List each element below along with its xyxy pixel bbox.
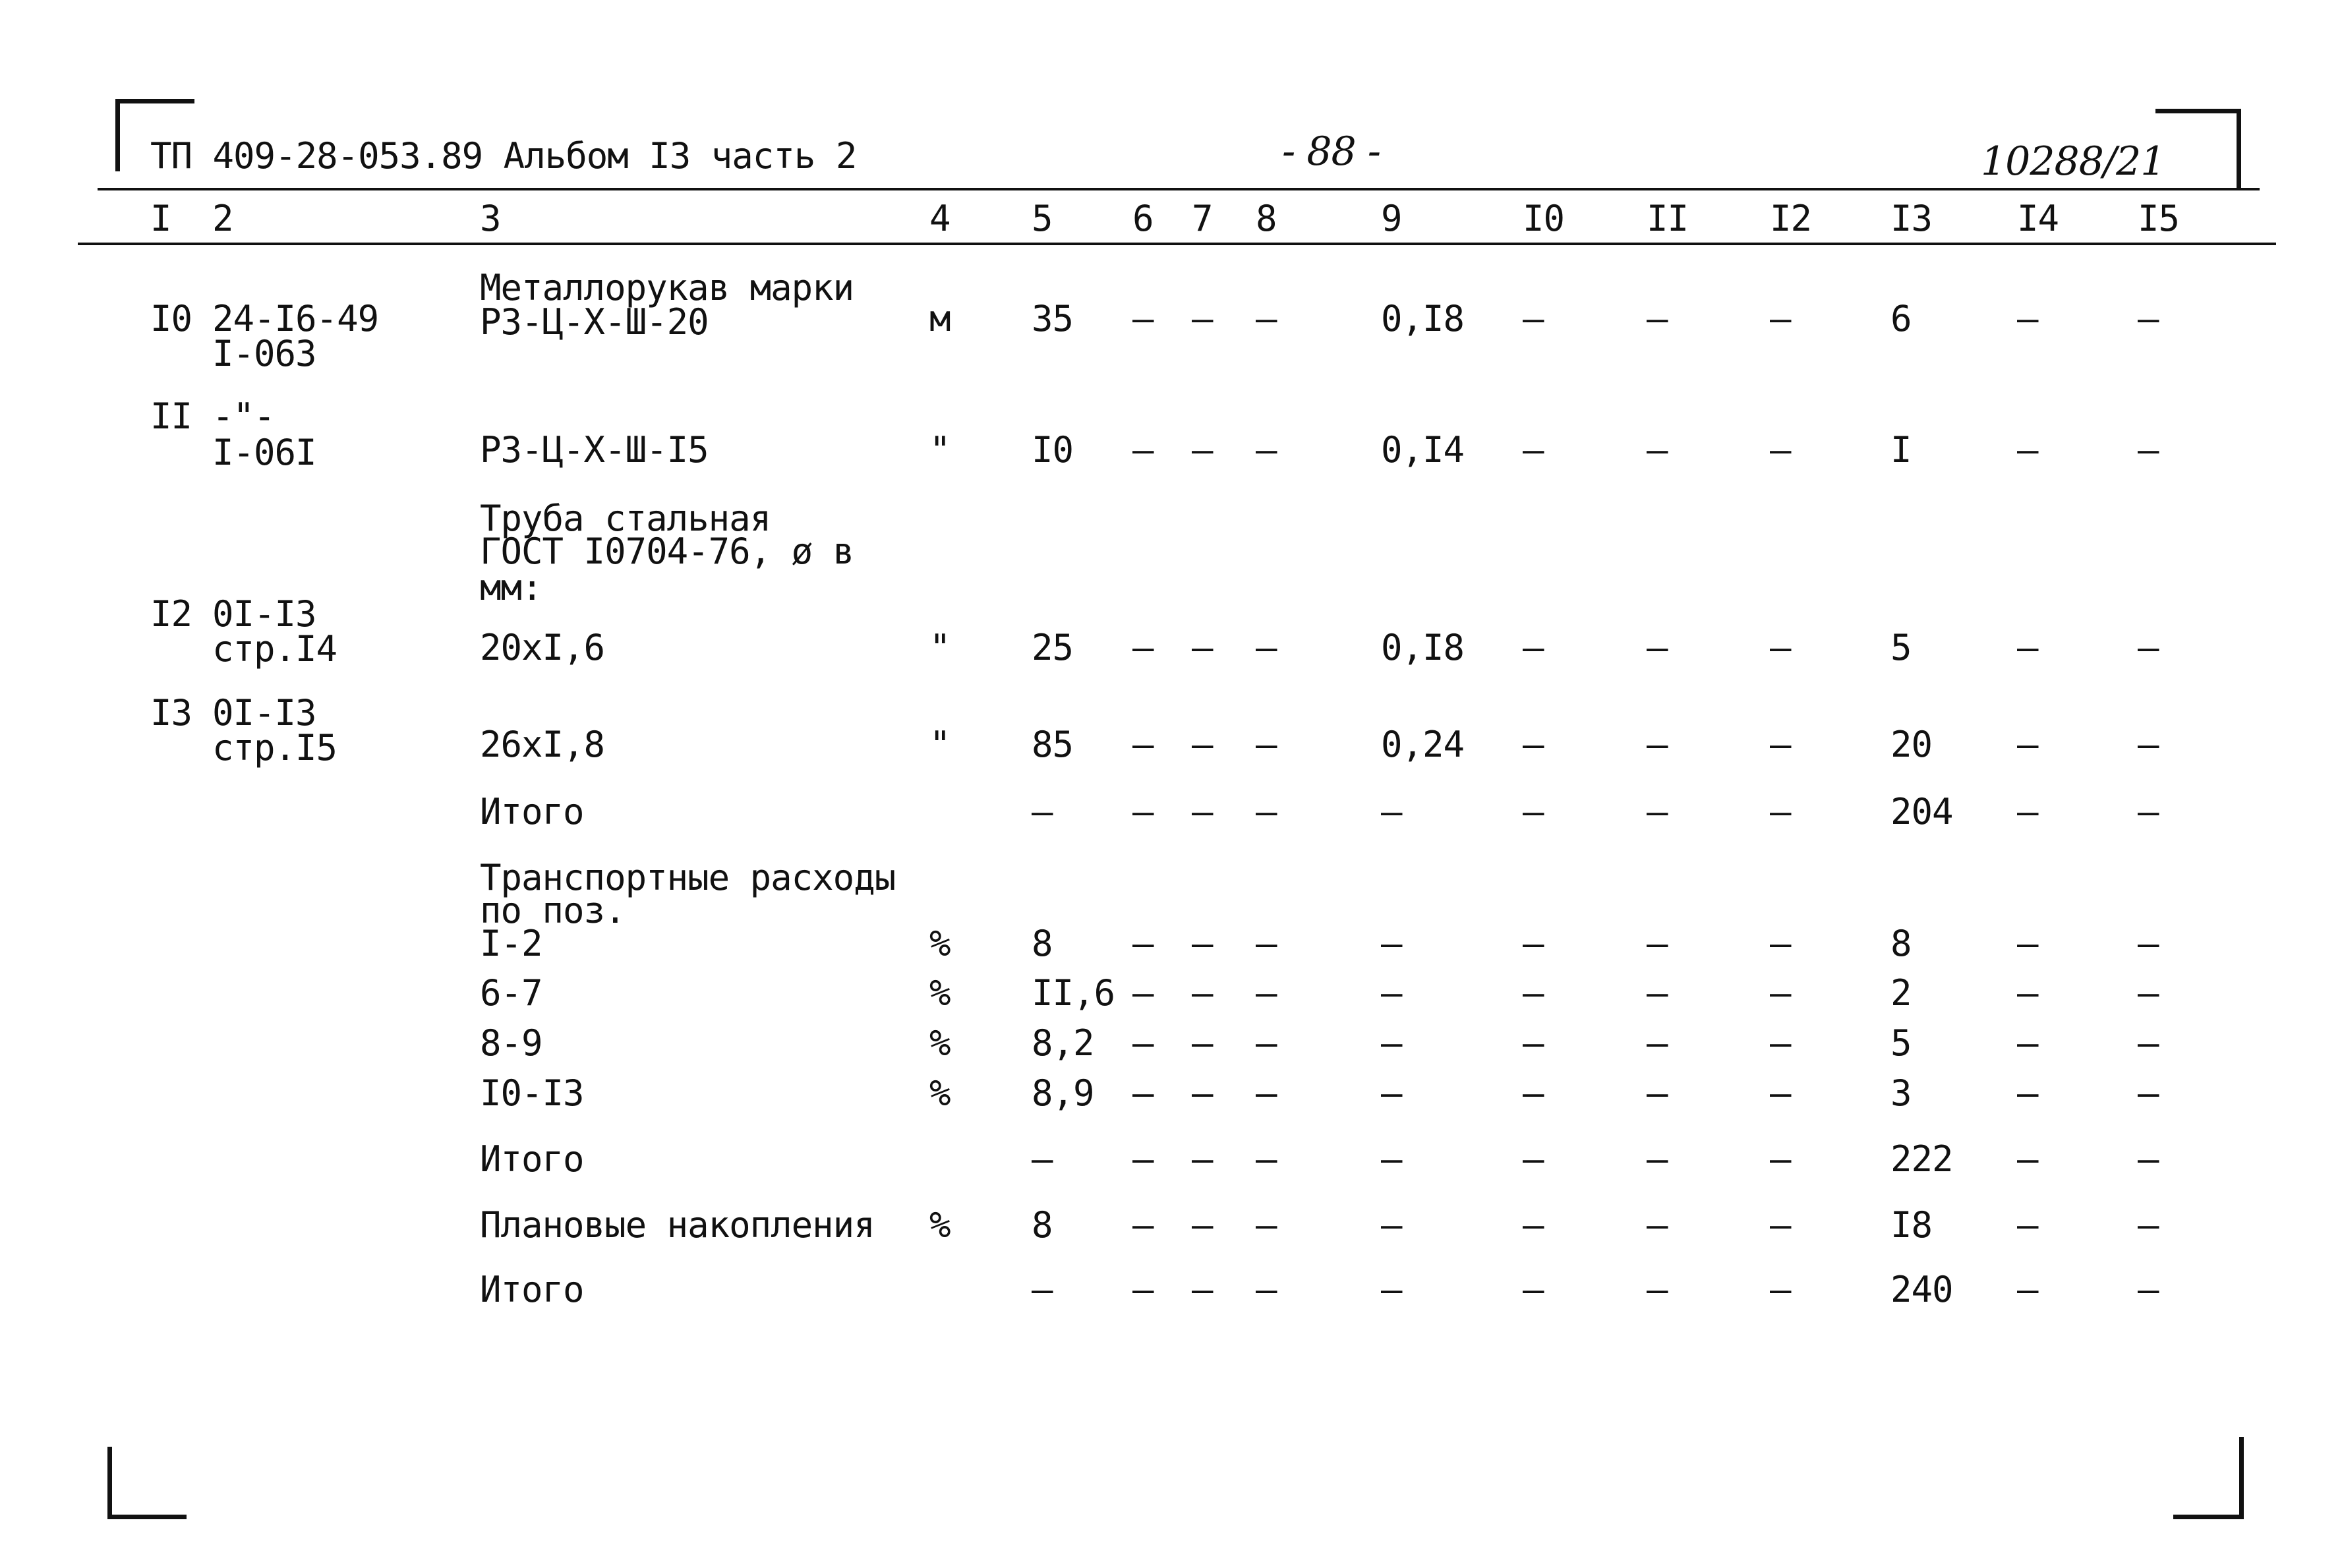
corner-mark-top-left-horizontal (115, 99, 194, 103)
cell-col-6: – (1132, 1022, 1154, 1064)
cell-col-2b: стр.I4 (212, 628, 337, 670)
cell-col-10: – (1523, 1204, 1544, 1246)
column-header-13: I3 (1890, 198, 1933, 239)
cell-col-15: – (2138, 1022, 2159, 1064)
cell-col-8: – (1256, 1269, 1277, 1310)
corner-mark-bottom-right-vertical (2239, 1437, 2244, 1519)
cell-col-9: – (1381, 1204, 1402, 1246)
cell-col-11: – (1647, 1204, 1668, 1246)
sheet-reference: 10288/21 (1981, 138, 2165, 185)
header-rule-top (98, 188, 2260, 190)
cell-col-9: – (1381, 1072, 1402, 1114)
cell-col-3: РЗ-Ц-Х-Ш-I5 (480, 429, 709, 471)
cell-col-15: – (2138, 923, 2159, 964)
cell-col-12: – (1770, 724, 1791, 765)
cell-col-10: – (1523, 1022, 1544, 1064)
cell-col-13: 5 (1890, 627, 1912, 668)
column-header-9: 9 (1381, 198, 1402, 239)
cell-col-7: – (1192, 1022, 1213, 1064)
cell-col-5: 85 (1032, 724, 1074, 765)
cell-col-3: 26хI,8 (480, 724, 605, 765)
header-rule-bottom (78, 243, 2276, 245)
corner-mark-bottom-left-horizontal (107, 1515, 187, 1519)
cell-col-15: – (2138, 429, 2159, 471)
cell-col-4: м (929, 298, 951, 339)
cell-col-14: – (2017, 627, 2038, 668)
cell-col-10: – (1523, 972, 1544, 1014)
cell-col-11: – (1647, 724, 1668, 765)
cell-col-8: – (1256, 972, 1277, 1014)
cell-col-2: 24-I6-49 (212, 298, 379, 339)
cell-col-13: 2 (1890, 972, 1912, 1014)
cell-col-5: 8 (1032, 923, 1053, 964)
cell-col-11: – (1647, 1138, 1668, 1180)
cell-col-10: – (1523, 627, 1544, 668)
cell-col-14: – (2017, 1072, 2038, 1114)
cell-col-7: – (1192, 429, 1213, 471)
cell-col-8: – (1256, 429, 1277, 471)
cell-col-10: – (1523, 1138, 1544, 1180)
cell-col-15: – (2138, 1269, 2159, 1310)
cell-col-10: – (1523, 1269, 1544, 1310)
cell-col-15: – (2138, 972, 2159, 1014)
cell-col-1: II (150, 395, 192, 437)
cell-col-15: – (2138, 1138, 2159, 1180)
column-header-7: 7 (1192, 198, 1213, 239)
column-header-1: I (150, 198, 171, 239)
cell-col-11: – (1647, 791, 1668, 832)
cell-col-15: – (2138, 791, 2159, 832)
column-header-14: I4 (2017, 198, 2059, 239)
cell-col-12: – (1770, 923, 1791, 964)
corner-mark-top-right-vertical (2237, 109, 2241, 188)
cell-col-9: 0,I8 (1381, 298, 1465, 339)
cell-col-2: -"- (212, 395, 275, 437)
cell-col-5: I0 (1032, 429, 1074, 471)
cell-col-11: – (1647, 298, 1668, 339)
cell-col-13: I (1890, 429, 1912, 471)
cell-col-4: % (929, 1022, 951, 1064)
corner-mark-top-left-vertical (115, 99, 120, 171)
cell-col-4: % (929, 1072, 951, 1114)
cell-col-3: Итого (480, 1269, 584, 1310)
cell-col-3b: РЗ-Ц-Х-Ш-20 (480, 301, 709, 343)
cell-col-6: – (1132, 923, 1154, 964)
cell-col-10: – (1523, 298, 1544, 339)
cell-col-13: 204 (1890, 791, 1953, 832)
cell-col-6: – (1132, 1072, 1154, 1114)
cell-col-6: – (1132, 1204, 1154, 1246)
cell-col-3b: по поз. (480, 890, 626, 931)
cell-col-3: I0-I3 (480, 1072, 584, 1114)
cell-col-9: – (1381, 1138, 1402, 1180)
cell-col-8: – (1256, 1022, 1277, 1064)
cell-col-2: 0I-I3 (212, 692, 316, 734)
cell-col-2b: I-06I (212, 432, 316, 473)
column-header-12: I2 (1770, 198, 1812, 239)
cell-col-5: – (1032, 1269, 1053, 1310)
cell-col-10: – (1523, 1072, 1544, 1114)
cell-col-3: Плановые накопления (480, 1204, 875, 1246)
cell-col-13: 240 (1890, 1269, 1953, 1310)
cell-col-12: – (1770, 298, 1791, 339)
cell-col-11: – (1647, 1269, 1668, 1310)
corner-mark-bottom-right-horizontal (2173, 1515, 2244, 1519)
cell-col-3: 6-7 (480, 972, 542, 1014)
cell-col-3: 8-9 (480, 1022, 542, 1064)
corner-mark-top-right-horizontal (2155, 109, 2241, 113)
cell-col-7: – (1192, 791, 1213, 832)
cell-col-6: – (1132, 972, 1154, 1014)
cell-col-6: – (1132, 429, 1154, 471)
cell-col-13: 222 (1890, 1138, 1953, 1180)
column-header-3: 3 (480, 198, 501, 239)
cell-col-7: – (1192, 923, 1213, 964)
cell-col-12: – (1770, 1072, 1791, 1114)
cell-col-9: – (1381, 923, 1402, 964)
cell-col-9: 0,I8 (1381, 627, 1465, 668)
cell-col-12: – (1770, 429, 1791, 471)
cell-col-8: – (1256, 791, 1277, 832)
cell-col-7: – (1192, 1138, 1213, 1180)
cell-col-7: – (1192, 298, 1213, 339)
cell-col-8: – (1256, 923, 1277, 964)
cell-col-14: – (2017, 923, 2038, 964)
cell-col-14: – (2017, 724, 2038, 765)
cell-col-1: I3 (150, 692, 192, 734)
cell-col-15: – (2138, 1204, 2159, 1246)
cell-col-9: 0,24 (1381, 724, 1465, 765)
column-header-2: 2 (212, 198, 233, 239)
cell-col-7: – (1192, 1269, 1213, 1310)
cell-col-7: – (1192, 627, 1213, 668)
cell-col-10: – (1523, 724, 1544, 765)
cell-col-8: – (1256, 627, 1277, 668)
cell-col-14: – (2017, 1204, 2038, 1246)
cell-col-11: – (1647, 627, 1668, 668)
cell-col-6: – (1132, 298, 1154, 339)
column-header-11: II (1647, 198, 1689, 239)
document-title: ТП 409-28-053.89 Альбом I3 часть 2 (150, 135, 857, 177)
cell-col-6: – (1132, 627, 1154, 668)
cell-col-6: – (1132, 791, 1154, 832)
column-header-6: 6 (1132, 198, 1154, 239)
cell-col-4: " (929, 429, 951, 471)
cell-col-9: 0,I4 (1381, 429, 1465, 471)
cell-col-5: II,6 (1032, 972, 1115, 1014)
cell-col-8: – (1256, 1138, 1277, 1180)
cell-col-10: – (1523, 429, 1544, 471)
cell-col-1: I2 (150, 593, 192, 635)
cell-col-12: – (1770, 627, 1791, 668)
cell-col-8: – (1256, 1072, 1277, 1114)
cell-col-14: – (2017, 1138, 2038, 1180)
cell-col-12: – (1770, 1138, 1791, 1180)
column-header-8: 8 (1256, 198, 1277, 239)
cell-col-6: – (1132, 1138, 1154, 1180)
cell-col-9: – (1381, 972, 1402, 1014)
cell-col-12: – (1770, 972, 1791, 1014)
column-header-10: I0 (1523, 198, 1565, 239)
cell-col-3c: мм: (480, 567, 542, 608)
cell-col-8: – (1256, 724, 1277, 765)
cell-col-4: % (929, 1204, 951, 1246)
cell-col-4: % (929, 923, 951, 964)
cell-col-7: – (1192, 1072, 1213, 1114)
cell-col-14: – (2017, 1022, 2038, 1064)
column-header-15: I5 (2138, 198, 2180, 239)
cell-col-14: – (2017, 972, 2038, 1014)
cell-col-13: I8 (1890, 1204, 1933, 1246)
cell-col-5: 35 (1032, 298, 1074, 339)
cell-col-13: 5 (1890, 1022, 1912, 1064)
cell-col-5: 8 (1032, 1204, 1053, 1246)
cell-col-6: – (1132, 1269, 1154, 1310)
cell-col-8: – (1256, 1204, 1277, 1246)
column-header-5: 5 (1032, 198, 1053, 239)
cell-col-4: " (929, 627, 951, 668)
cell-col-15: – (2138, 627, 2159, 668)
cell-col-10: – (1523, 791, 1544, 832)
cell-col-5: – (1032, 791, 1053, 832)
cell-col-3: Итого (480, 1138, 584, 1180)
cell-col-5: – (1032, 1138, 1053, 1180)
cell-col-3a: Металлорукав марки (480, 267, 854, 308)
cell-col-2: 0I-I3 (212, 593, 316, 635)
cell-col-2b: I-063 (212, 333, 316, 374)
cell-col-14: – (2017, 298, 2038, 339)
cell-col-1: I0 (150, 298, 192, 339)
cell-col-11: – (1647, 429, 1668, 471)
cell-col-7: – (1192, 1204, 1213, 1246)
cell-col-12: – (1770, 1022, 1791, 1064)
cell-col-8: – (1256, 298, 1277, 339)
cell-col-13: 20 (1890, 724, 1933, 765)
cell-col-7: – (1192, 972, 1213, 1014)
cell-col-14: – (2017, 791, 2038, 832)
cell-col-3b: ГОСТ I0704-76, ø в (480, 531, 854, 572)
cell-col-12: – (1770, 1269, 1791, 1310)
cell-col-13: 6 (1890, 298, 1912, 339)
cell-col-9: – (1381, 1022, 1402, 1064)
cell-col-12: – (1770, 1204, 1791, 1246)
cell-col-4: " (929, 724, 951, 765)
cell-col-2b: стр.I5 (212, 727, 337, 769)
cell-col-13: 3 (1890, 1072, 1912, 1114)
cell-col-11: – (1647, 972, 1668, 1014)
cell-col-14: – (2017, 1269, 2038, 1310)
cell-col-13: 8 (1890, 923, 1912, 964)
cell-col-10: – (1523, 923, 1544, 964)
cell-col-7: – (1192, 724, 1213, 765)
cell-col-14: – (2017, 429, 2038, 471)
corner-mark-bottom-left-vertical (107, 1447, 112, 1519)
cell-col-5: 25 (1032, 627, 1074, 668)
cell-col-5: 8,9 (1032, 1072, 1094, 1114)
cell-col-15: – (2138, 1072, 2159, 1114)
cell-col-4: % (929, 972, 951, 1014)
cell-col-9: – (1381, 1269, 1402, 1310)
cell-col-9: – (1381, 791, 1402, 832)
column-header-4: 4 (929, 198, 951, 239)
cell-col-12: – (1770, 791, 1791, 832)
cell-col-11: – (1647, 923, 1668, 964)
cell-col-3a: Труба стальная (480, 498, 771, 539)
cell-col-15: – (2138, 724, 2159, 765)
cell-col-3a: Транспортные расходы (480, 857, 896, 898)
cell-col-5: 8,2 (1032, 1022, 1094, 1064)
cell-col-11: – (1647, 1022, 1668, 1064)
cell-col-6: – (1132, 724, 1154, 765)
cell-col-3: I-2 (480, 923, 542, 964)
page-number: - 88 - (1282, 129, 1381, 175)
cell-col-11: – (1647, 1072, 1668, 1114)
cell-col-15: – (2138, 298, 2159, 339)
cell-col-3: 20хI,6 (480, 627, 605, 668)
cell-col-3: Итого (480, 791, 584, 832)
